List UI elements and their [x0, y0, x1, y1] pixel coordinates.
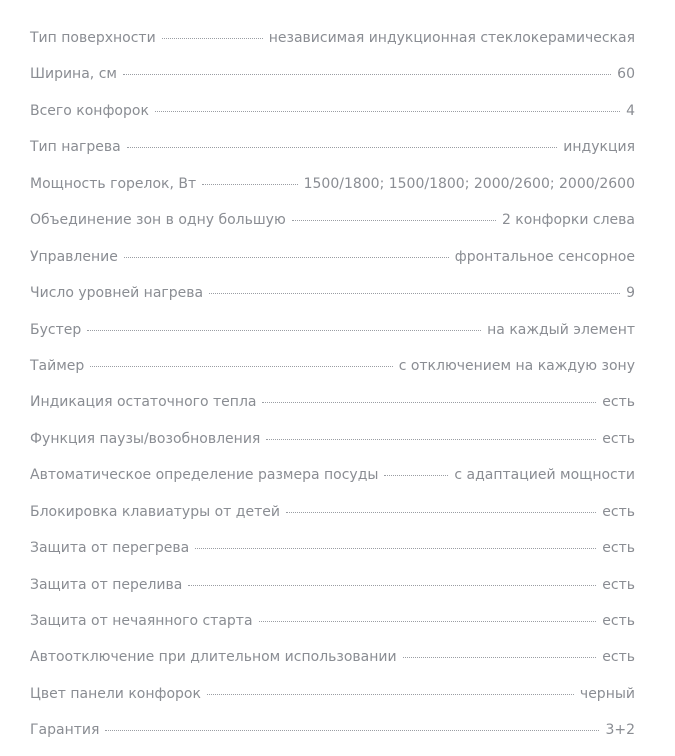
spec-row-timer — [30, 355, 635, 391]
dot-leader — [195, 548, 596, 549]
spec-label: Мощность горелок, Вт — [30, 175, 197, 192]
spec-label: Бустер — [30, 321, 82, 338]
spec-label: Гарантия — [30, 722, 100, 739]
spec-row-warranty — [30, 719, 635, 755]
dot-leader — [403, 657, 597, 658]
spec-row-zone-bridge — [30, 209, 635, 245]
dot-leader — [384, 475, 448, 476]
spec-value: 1500/1800; 1500/1800; 2000/2600; 2000/2600 — [303, 175, 635, 192]
spec-value: 3+2 — [605, 722, 635, 739]
dot-leader — [188, 585, 596, 586]
spec-value: 2 конфорки слева — [501, 212, 635, 229]
dot-leader — [124, 257, 449, 258]
spec-label: Всего конфорок — [30, 102, 149, 119]
spec-value: есть — [602, 649, 635, 666]
spec-label: Ширина, см — [30, 66, 117, 83]
dot-leader — [90, 366, 392, 367]
spec-label: Таймер — [30, 357, 85, 374]
dot-leader — [123, 74, 611, 75]
spec-row-overheat-protection — [30, 537, 635, 573]
spec-row-accidental-start — [30, 610, 635, 646]
spec-value: 60 — [617, 66, 635, 83]
dot-leader — [209, 293, 620, 294]
spec-label: Защита от нечаянного старта — [30, 613, 253, 629]
spec-label: Индикация остаточного тепла — [30, 394, 257, 411]
spec-list — [30, 27, 635, 756]
spec-value: индукция — [563, 139, 635, 156]
spec-value: есть — [602, 576, 635, 593]
spec-row-burners-total — [30, 100, 635, 136]
spec-row-pan-detection — [30, 464, 635, 500]
spec-row-width — [30, 63, 635, 99]
spec-row-overflow-protection — [30, 574, 635, 610]
dot-leader — [202, 184, 297, 185]
dot-leader — [155, 111, 620, 112]
spec-label: Автоотключение при длительном использовании — [30, 649, 397, 666]
spec-value: 4 — [626, 102, 635, 119]
spec-value: есть — [602, 503, 635, 520]
spec-value: на каждый элемент — [487, 321, 635, 338]
spec-label: Тип поверхности — [30, 30, 156, 46]
spec-row-pause-resume — [30, 428, 635, 464]
spec-row-heating-type — [30, 136, 635, 172]
spec-value: фронтальное сенсорное — [454, 248, 635, 265]
spec-label: Тип нагрева — [30, 139, 121, 156]
dot-leader — [87, 330, 481, 331]
spec-value: есть — [602, 430, 635, 447]
spec-label: Цвет панели конфорок — [30, 685, 201, 702]
spec-value: есть — [602, 540, 635, 557]
spec-row-control — [30, 246, 635, 282]
spec-value: есть — [602, 394, 635, 411]
spec-row-burner-power — [30, 173, 635, 209]
spec-label: Автоматическое определение размера посуды — [30, 467, 379, 484]
spec-row-auto-off — [30, 646, 635, 682]
spec-value: есть — [602, 613, 635, 629]
spec-row-panel-color — [30, 683, 635, 719]
spec-row-child-lock — [30, 501, 635, 537]
dot-leader — [127, 147, 558, 148]
spec-row-heat-levels — [30, 282, 635, 318]
dot-leader — [105, 730, 599, 731]
dot-leader — [266, 439, 596, 440]
dot-leader — [292, 220, 496, 221]
spec-label: Число уровней нагрева — [30, 285, 204, 302]
dot-leader — [162, 38, 263, 39]
spec-row-surface-type — [30, 27, 635, 63]
spec-label: Блокировка клавиатуры от детей — [30, 503, 280, 520]
spec-value: черный — [579, 685, 635, 702]
spec-label: Управление — [30, 248, 118, 265]
spec-value: независимая индукционная стеклокерамическая — [268, 30, 635, 46]
spec-value: с адаптацией мощности — [454, 467, 635, 484]
spec-row-residual-heat — [30, 391, 635, 427]
spec-label: Объединение зон в одну большую — [30, 212, 286, 229]
spec-label: Защита от перелива — [30, 576, 183, 593]
spec-row-booster — [30, 319, 635, 355]
spec-value: с отключением на каждую зону — [398, 357, 635, 374]
dot-leader — [262, 402, 596, 403]
spec-label: Защита от перегрева — [30, 540, 190, 557]
dot-leader — [207, 694, 574, 695]
spec-value: 9 — [626, 285, 635, 302]
dot-leader — [259, 621, 597, 622]
spec-label: Функция паузы/возобновления — [30, 430, 261, 447]
dot-leader — [286, 512, 596, 513]
